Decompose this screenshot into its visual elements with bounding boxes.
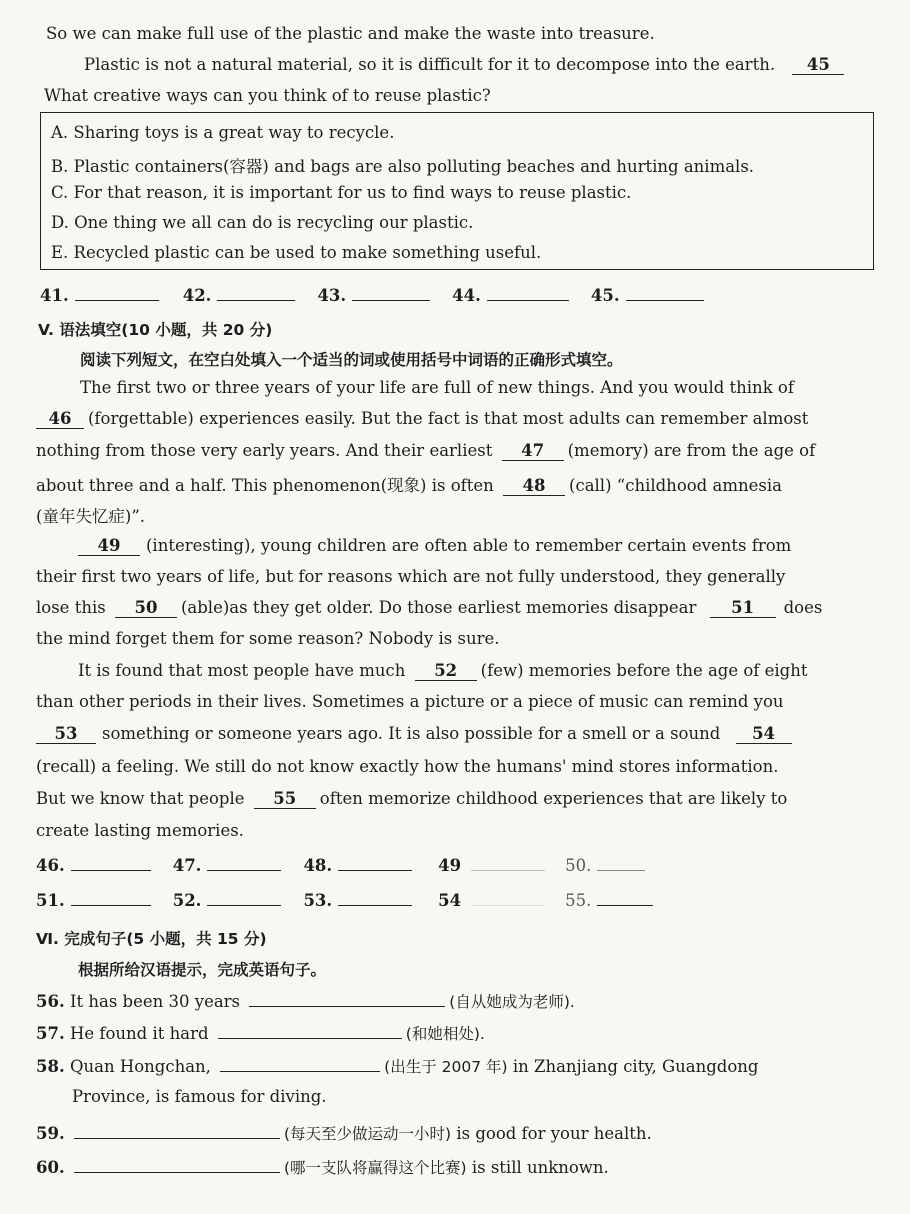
answer-blank (71, 891, 151, 906)
section-5-title: V. 语法填空(10 小题，共 20 分) (38, 321, 273, 339)
answer-row-41-45 (40, 286, 704, 305)
answer-label: 44. (452, 286, 481, 305)
passage-text: does (783, 598, 823, 617)
passage-line (36, 789, 787, 809)
item-number: 56. (36, 992, 65, 1011)
passage-line (78, 536, 791, 556)
answer-row-46-50 (36, 856, 645, 875)
answer-blank[interactable] (74, 1124, 280, 1139)
blank-54: 54 (736, 724, 792, 744)
passage-line (36, 724, 792, 744)
answer-label: 45. (590, 286, 620, 305)
answer-label: 43. (317, 286, 347, 305)
passage-line: than other periods in their lives. Sometimes a picture or a piece of music can remind you (36, 692, 784, 711)
answer-blank (338, 891, 412, 906)
passage-text: (few) memories before the age of eight (480, 661, 808, 680)
answer-label: 46. (36, 856, 65, 875)
item-number: 58. (36, 1057, 65, 1076)
passage-text: (able)as they get older. Do those earliest memories disappear (180, 598, 697, 617)
answer-blank (217, 286, 295, 301)
answer-label: 51. (36, 891, 65, 910)
sentence-text: It has been 30 years (69, 992, 241, 1011)
passage-text: lose this (36, 598, 106, 617)
passage-line: So we can make full use of the plastic and make the waste into treasure. (46, 24, 655, 43)
answer-blank (626, 286, 704, 301)
passage-text: Plastic is not a natural material, so it is difficult for it to decompose into the earth. (84, 55, 776, 74)
answer-blank (71, 856, 151, 871)
option-c: C. For that reason, it is important for us to find ways to reuse plastic. (51, 183, 632, 202)
passage-text: (interesting), young children are often able to remember certain events from (146, 536, 792, 555)
answer-blank (471, 891, 545, 906)
sentence-60 (36, 1156, 609, 1178)
passage-text: about three and a half. This phenomenon(现象) is often (36, 476, 494, 495)
passage-line (36, 409, 808, 429)
blank-52: 52 (415, 661, 477, 681)
item-number: 57. (36, 1024, 65, 1043)
passage-text: (memory) are from the age of (567, 441, 816, 460)
answer-blank[interactable] (220, 1057, 380, 1072)
blank-51: 51 (710, 598, 776, 618)
chinese-hint: (出生于 2007 年) (384, 1058, 508, 1076)
answer-label: 54 (438, 891, 462, 910)
blank-50: 50 (115, 598, 177, 618)
passage-line: their first two years of life, but for reasons which are not fully understood, they generally (36, 567, 786, 586)
option-e: E. Recycled plastic can be used to make something useful. (51, 243, 542, 262)
option-b: B. Plastic containers(容器) and bags are also polluting beaches and hurting animals. (51, 157, 755, 176)
answer-blank (338, 856, 412, 871)
section-5-instruction: 阅读下列短文，在空白处填入一个适当的词或使用括号中词语的正确形式填空。 (80, 351, 623, 369)
passage-line (36, 441, 815, 461)
passage-line: create lasting memories. (36, 821, 244, 840)
blank-45: 45 (792, 55, 844, 75)
item-number: 59. (36, 1124, 65, 1143)
answer-blank (487, 286, 569, 301)
passage-line (84, 55, 844, 75)
passage-line: The first two or three years of your life are full of new things. And you would think of (80, 378, 794, 397)
answer-blank (207, 891, 281, 906)
passage-line: (童年失忆症)”. (36, 507, 146, 526)
blank-48: 48 (503, 476, 565, 496)
passage-line (36, 598, 822, 618)
sentence-text: in Zhanjiang city, Guangdong (512, 1057, 759, 1076)
answer-blank (597, 891, 653, 906)
chinese-hint: (每天至少做运动一小时) (283, 1125, 452, 1143)
option-d: D. One thing we all can do is recycling our plastic. (51, 213, 474, 232)
answer-label: 42. (182, 286, 212, 305)
passage-text: often memorize childhood experiences that are likely to (319, 789, 788, 808)
chinese-hint: (和她相处). (405, 1025, 485, 1043)
blank-47: 47 (502, 441, 564, 461)
sentence-text: is good for your health. (456, 1124, 652, 1143)
answer-label: 47. (172, 856, 202, 875)
sentence-56 (36, 990, 575, 1012)
passage-line: What creative ways can you think of to reuse plastic? (44, 86, 491, 105)
answer-label: 55. (565, 891, 592, 910)
item-number: 60. (36, 1158, 65, 1177)
passage-line (78, 661, 808, 681)
answer-label: 52. (172, 891, 202, 910)
sentence-text: Quan Hongchan, (69, 1057, 211, 1076)
blank-49: 49 (78, 536, 140, 556)
sentence-text: is still unknown. (471, 1158, 609, 1177)
chinese-hint: (自从她成为老师). (449, 993, 575, 1011)
answer-label: 53. (303, 891, 333, 910)
answer-blank (75, 286, 159, 301)
passage-text: (forgettable) experiences easily. But the fact is that most adults can remember almost (88, 409, 809, 428)
sentence-58-continued: Province, is famous for diving. (72, 1087, 327, 1106)
answer-blank[interactable] (218, 1024, 402, 1039)
answer-blank (597, 856, 645, 871)
answer-blank (352, 286, 430, 301)
answer-blank[interactable] (74, 1158, 280, 1173)
passage-text: (call) “childhood amnesia (569, 476, 782, 495)
passage-line (36, 472, 782, 496)
section-6-instruction: 根据所给汉语提示，完成英语句子。 (78, 961, 327, 979)
blank-53: 53 (36, 724, 96, 744)
passage-text: But we know that people (36, 789, 245, 808)
answer-row-51-55 (36, 891, 653, 910)
passage-text: something or someone years ago. It is also possible for a smell or a sound (102, 724, 721, 743)
section-6-title: Ⅵ. 完成句子(5 小题，共 15 分) (36, 930, 267, 948)
answer-label: 49 (438, 856, 462, 875)
answer-blank (471, 856, 545, 871)
sentence-text: He found it hard (69, 1024, 209, 1043)
option-a: A. Sharing toys is a great way to recycle. (51, 123, 395, 142)
options-box (40, 112, 874, 270)
answer-label: 48. (303, 856, 333, 875)
sentence-59 (36, 1122, 652, 1144)
answer-label: 41. (40, 286, 69, 305)
blank-46: 46 (36, 409, 84, 429)
passage-text: nothing from those very early years. And their earliest (36, 441, 493, 460)
blank-55: 55 (254, 789, 316, 809)
answer-label: 50. (565, 856, 592, 875)
chinese-hint: (哪一支队将赢得这个比赛) (283, 1159, 467, 1177)
passage-text: It is found that most people have much (78, 661, 406, 680)
passage-line: (recall) a feeling. We still do not know exactly how the humans' mind stores information. (36, 757, 779, 776)
sentence-57 (36, 1022, 485, 1044)
answer-blank[interactable] (249, 992, 445, 1007)
answer-blank (207, 856, 281, 871)
passage-line: the mind forget them for some reason? Nobody is sure. (36, 629, 500, 648)
sentence-58 (36, 1055, 758, 1077)
